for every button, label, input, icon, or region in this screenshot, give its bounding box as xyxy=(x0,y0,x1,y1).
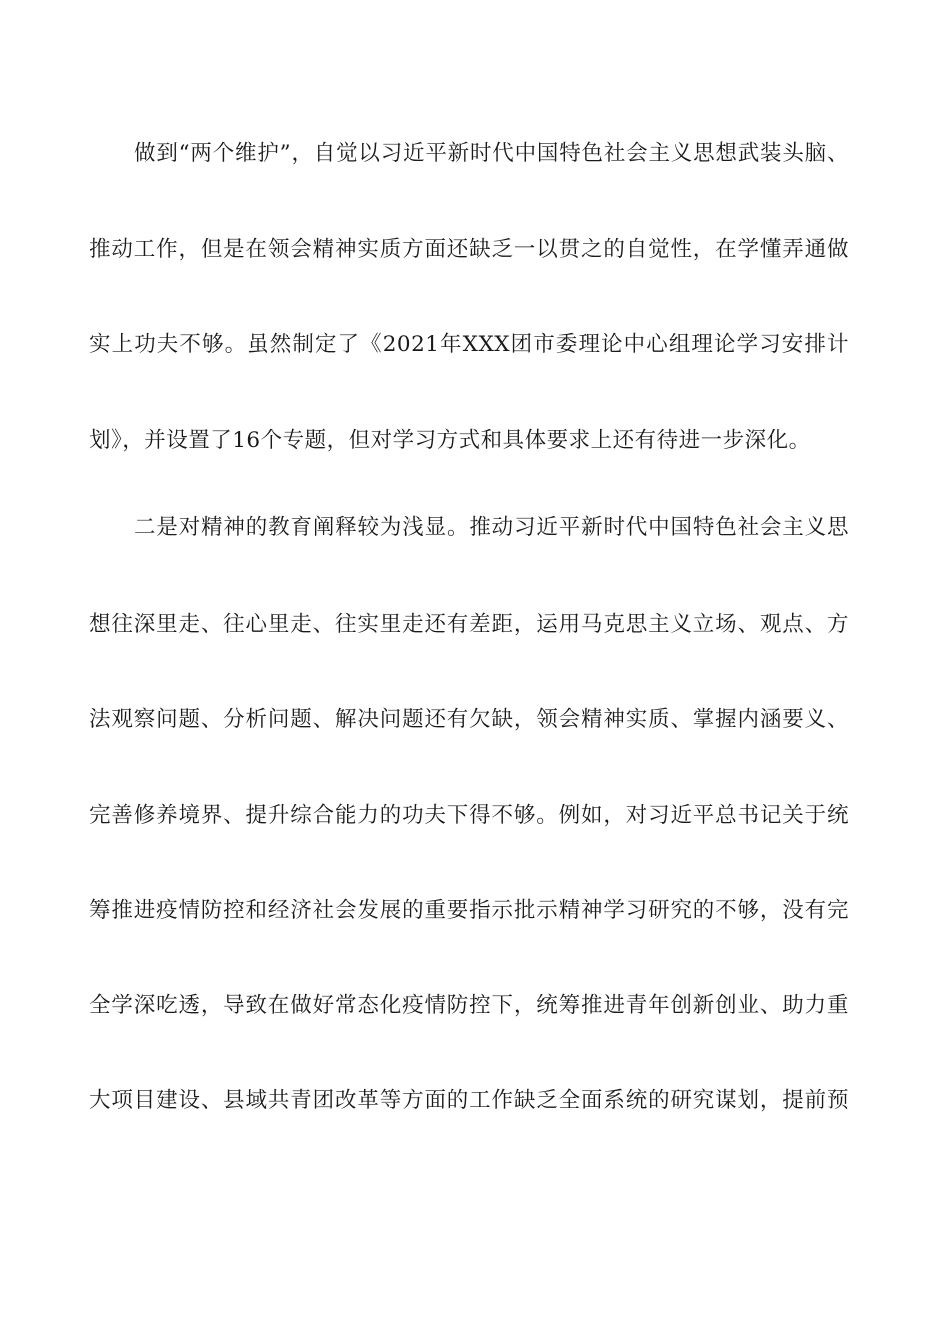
paragraph-line-3: 实上功夫不够。虽然制定了《2021年XXX团市委理论中心组理论学习安排计 xyxy=(89,332,849,357)
paragraph-line-1: 做到“两个维护”，自觉以习近平新时代中国特色社会主义思想武装头脑、 xyxy=(134,141,849,166)
paragraph-line-8: 完善修养境界、提升综合能力的功夫下得不够。例如，对习近平总书记关于统 xyxy=(89,803,849,828)
paragraph-line-5: 二是对精神的教育阐释较为浅显。推动习近平新时代中国特色社会主义思 xyxy=(134,515,849,540)
paragraph-line-9: 筹推进疫情防控和经济社会发展的重要指示批示精神学习研究的不够，没有完 xyxy=(89,898,849,923)
paragraph-line-10: 全学深吃透，导致在做好常态化疫情防控下，统筹推进青年创新创业、助力重 xyxy=(89,993,849,1018)
paragraph-line-11: 大项目建设、县域共青团改革等方面的工作缺乏全面系统的研究谋划，提前预 xyxy=(89,1088,849,1113)
paragraph-line-2: 推动工作，但是在领会精神实质方面还缺乏一以贯之的自觉性，在学懂弄通做 xyxy=(89,237,849,262)
paragraph-line-6: 想往深里走、往心里走、往实里走还有差距，运用马克思主义立场、观点、方 xyxy=(89,612,849,637)
paragraph-line-7: 法观察问题、分析问题、解决问题还有欠缺，领会精神实质、掌握内涵要义、 xyxy=(89,707,849,732)
paragraph-line-4: 划》，并设置了16个专题，但对学习方式和具体要求上还有待进一步深化。 xyxy=(89,428,811,453)
